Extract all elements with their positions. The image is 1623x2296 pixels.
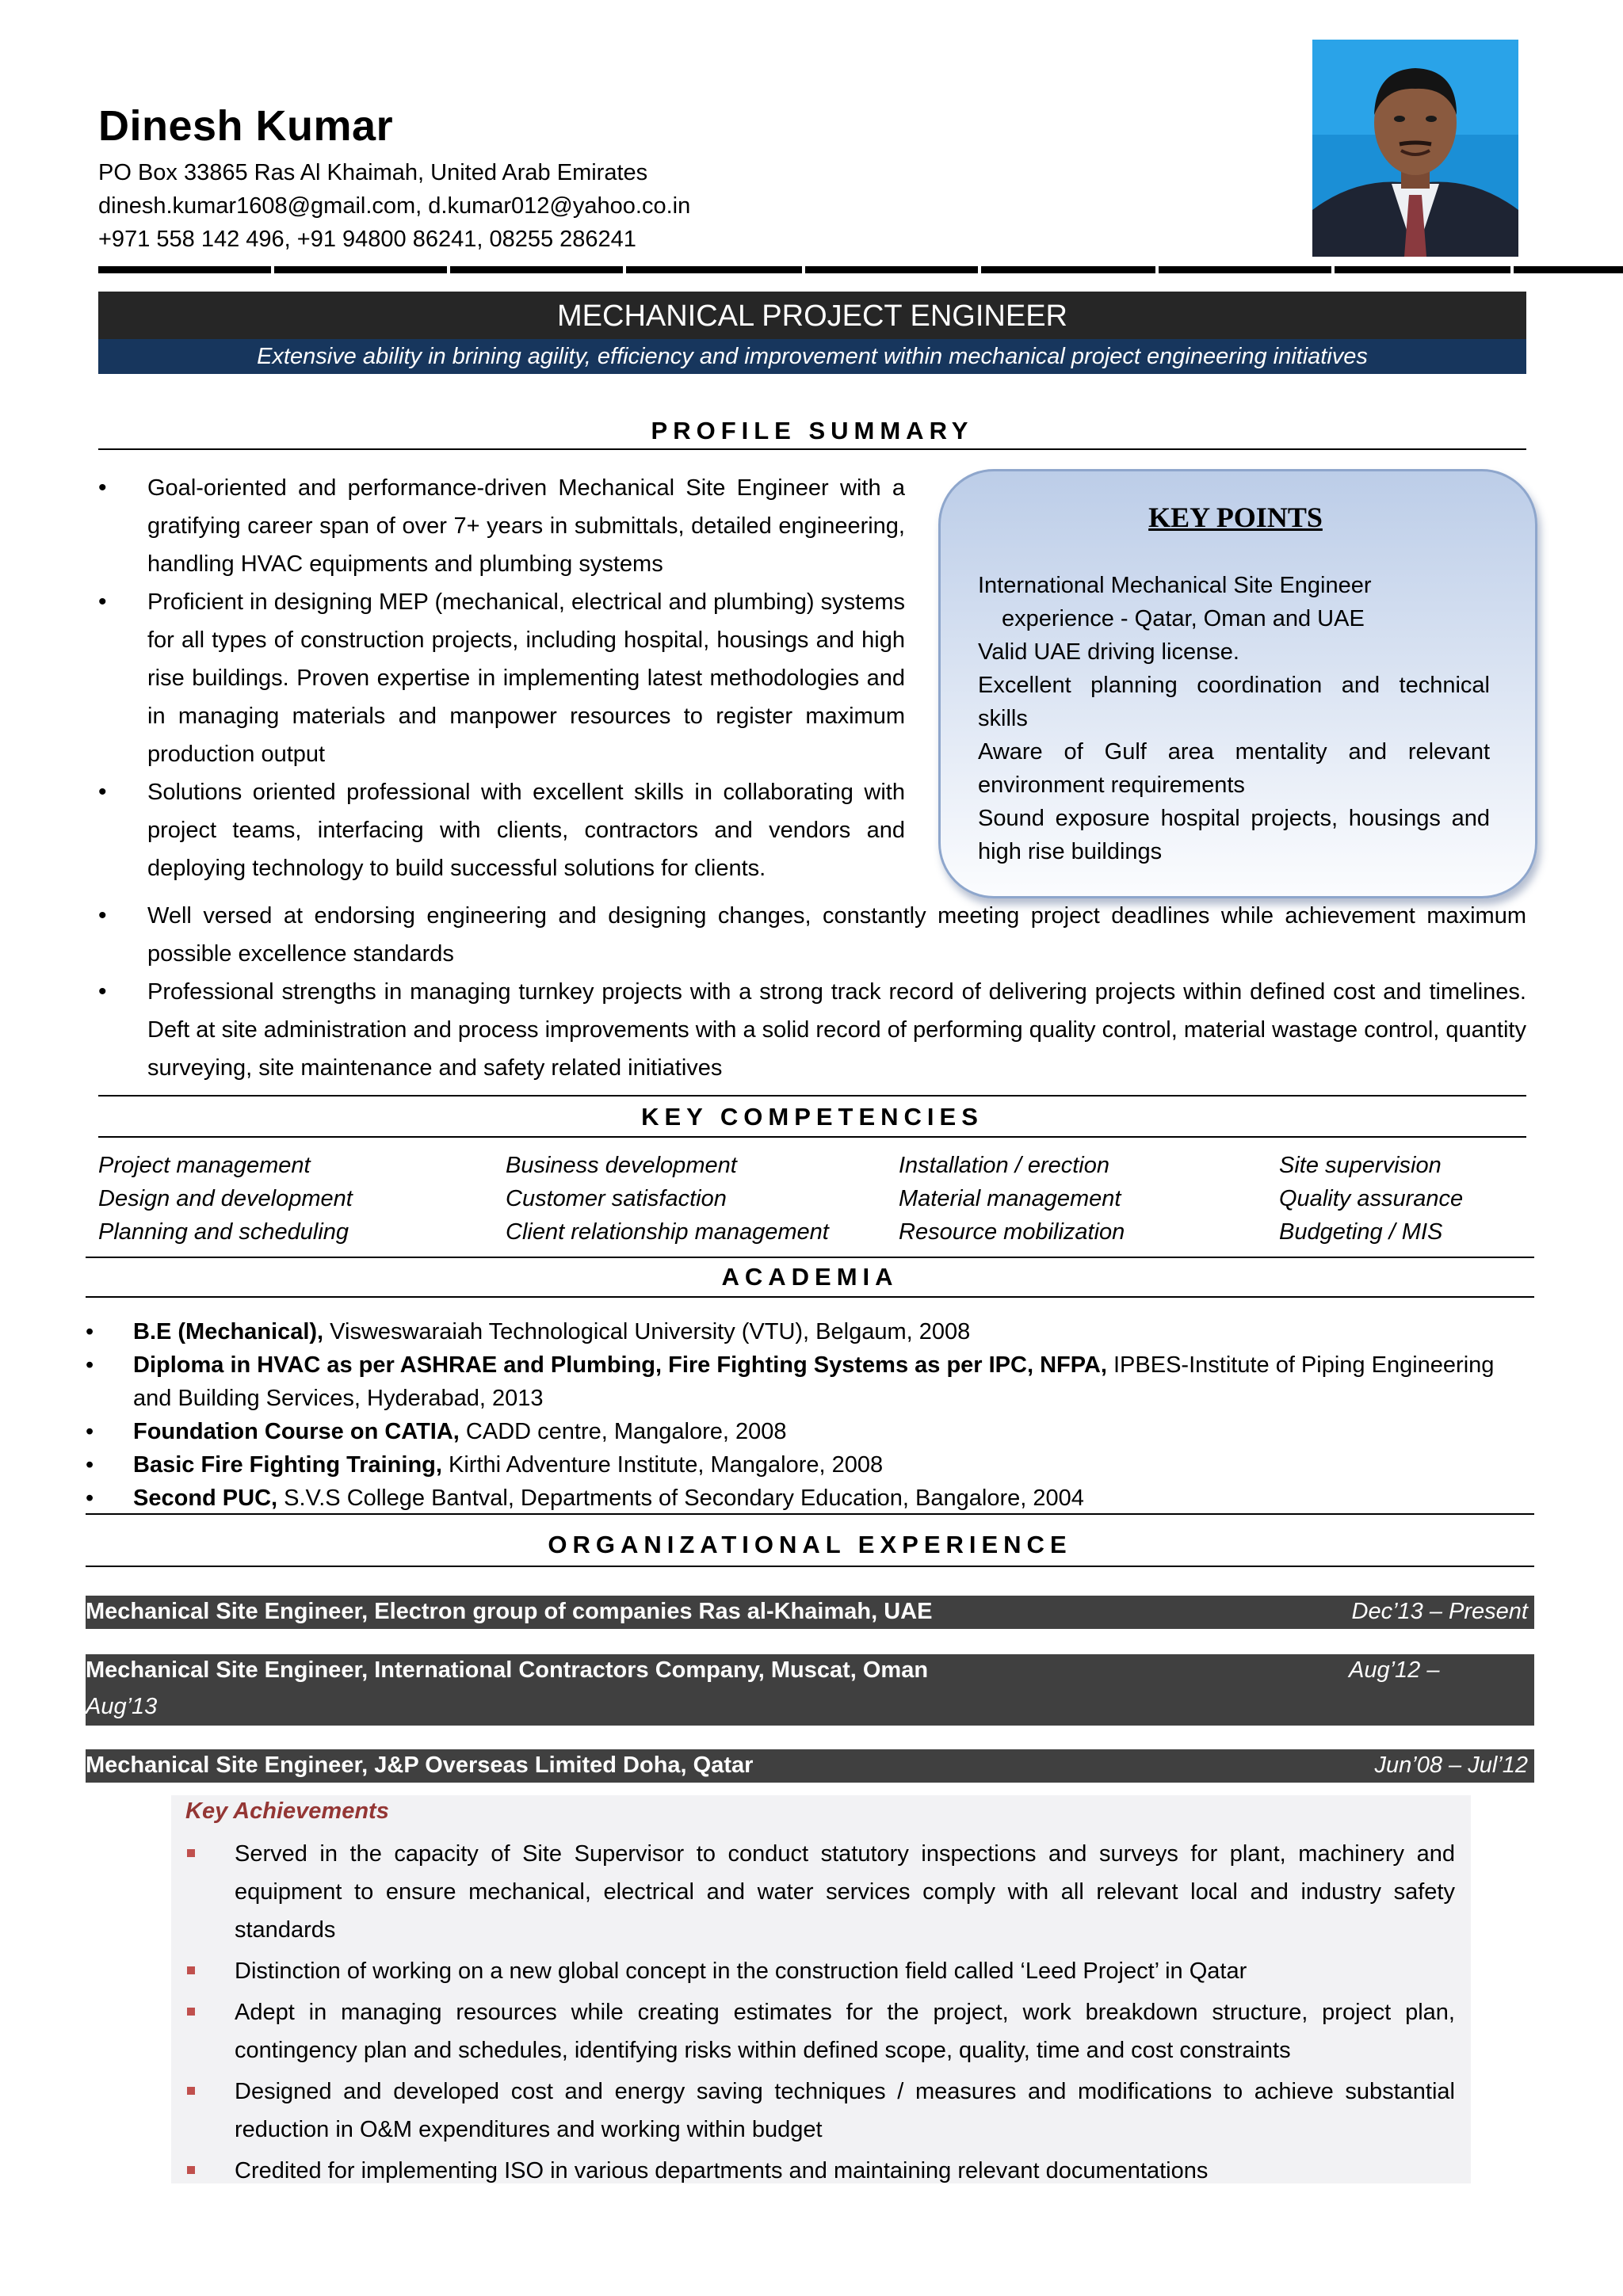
phone-line: +971 558 142 496, +91 94800 86241, 08255 286241 xyxy=(98,227,636,252)
competency-item: Client relationship management xyxy=(506,1219,829,1245)
square-bullet-icon xyxy=(187,1966,195,1974)
header-rule xyxy=(1335,266,1510,273)
key-point: experience - Qatar, Oman and UAE xyxy=(1002,606,1365,631)
bullet-icon: • xyxy=(98,978,107,1005)
header-rule xyxy=(805,266,978,273)
competency-column xyxy=(1279,1149,1463,1249)
academia-item: • Foundation Course on CATIA, CADD centre, Mangalore, 2008 xyxy=(86,1415,1534,1448)
job-title-banner: MECHANICAL PROJECT ENGINEER xyxy=(98,292,1526,339)
academia-list xyxy=(86,1315,1534,1515)
competency-column xyxy=(98,1149,353,1249)
square-bullet-icon xyxy=(187,2008,195,2016)
profile-bullets-left xyxy=(98,469,905,887)
header-rule xyxy=(98,266,271,273)
square-bullet-icon xyxy=(187,2166,195,2174)
tagline-banner: Extensive ability in brining agility, efficiency and improvement within mechanical project engineering initiatives xyxy=(98,339,1526,374)
competency-item: Planning and scheduling xyxy=(98,1219,349,1245)
job-title: Mechanical Site Engineer, Electron group of companies Ras al-Khaimah, UAE xyxy=(86,1599,933,1624)
competency-item: Installation / erection xyxy=(899,1153,1109,1178)
job-title: Mechanical Site Engineer, J&P Overseas Limited Doha, Qatar xyxy=(86,1753,754,1778)
bullet-icon: • xyxy=(86,1486,94,1511)
competency-item: Design and development xyxy=(98,1186,353,1211)
competency-item: Resource mobilization xyxy=(899,1219,1125,1245)
bullet-icon: • xyxy=(86,1319,94,1344)
competency-item: Quality assurance xyxy=(1279,1186,1464,1211)
achievement-item: Served in the capacity of Site Supervisor to conduct statutory inspections and surveys for plant, machinery and equipment to ensure mechanical, electrical and water services comply with all relevant local and industry safety standards xyxy=(185,1835,1455,1949)
square-bullet-icon xyxy=(187,2087,195,2095)
bullet-icon: • xyxy=(98,902,107,929)
bullet-icon: • xyxy=(86,1352,94,1378)
achievement-item: Distinction of working on a new global concept in the construction field called ‘Leed Project’ in Qatar xyxy=(185,1952,1455,1990)
section-divider xyxy=(86,1296,1534,1298)
competency-item: Business development xyxy=(506,1153,737,1178)
academia-item: • B.E (Mechanical), Visweswaraiah Technological University (VTU), Belgaum, 2008 xyxy=(86,1315,1534,1348)
academia-heading: ACADEMIA xyxy=(721,1263,899,1291)
job-bar xyxy=(86,1596,1534,1629)
bullet-icon: • xyxy=(98,779,107,805)
job-bar xyxy=(86,1749,1534,1783)
section-divider xyxy=(98,448,1526,450)
key-point: Valid UAE driving license. xyxy=(978,639,1239,665)
bullet-icon: • xyxy=(98,589,107,615)
job-dates-continued: Aug’13 xyxy=(86,1694,158,1719)
key-points-list xyxy=(978,569,1490,868)
key-point: Aware of Gulf area mentality and relevant environment requirements xyxy=(978,739,1490,798)
section-divider xyxy=(98,1136,1526,1138)
academia-item: • Second PUC, S.V.S College Bantval, Departments of Secondary Education, Bangalore, 2004 xyxy=(86,1482,1534,1515)
bullet-icon: • xyxy=(98,475,107,501)
section-divider xyxy=(98,1095,1526,1097)
profile-bullets-full xyxy=(98,897,1526,1087)
competency-item: Customer satisfaction xyxy=(506,1186,727,1211)
profile-bullet: • Goal-oriented and performance-driven Mechanical Site Engineer with a gratifying career span of over 7+ years in submittals, detailed engineering, handling HVAC equipments and plumbing systems xyxy=(98,469,905,583)
job-dates: Dec’13 – Present xyxy=(1351,1599,1528,1624)
header-rule xyxy=(450,266,623,273)
competencies-heading: KEY COMPETENCIES xyxy=(641,1103,983,1131)
job-dates: Aug’12 – xyxy=(1349,1657,1440,1683)
square-bullet-icon xyxy=(187,1849,195,1857)
achievement-item: Adept in managing resources while creating estimates for the project, work breakdown structure, project plan, contingency plan and schedules, identifying risks within defined scope, quality, time and cost constraints xyxy=(185,1993,1455,2069)
header-rule xyxy=(981,266,1155,273)
key-points-title: KEY POINTS xyxy=(1148,502,1323,533)
academia-item: • Diploma in HVAC as per ASHRAE and Plumbing, Fire Fighting Systems as per IPC, NFPA, IPBES-Institute of Piping Engineering and Building Services, Hyderabad, 2013 xyxy=(86,1348,1534,1415)
achievements-list xyxy=(185,1835,1455,2193)
candidate-name: Dinesh Kumar xyxy=(98,102,394,150)
header-rule xyxy=(1514,266,1623,273)
header-rule xyxy=(626,266,802,273)
academia-item: • Basic Fire Fighting Training, Kirthi Adventure Institute, Mangalore, 2008 xyxy=(86,1448,1534,1482)
section-divider xyxy=(86,1257,1534,1258)
job-bar xyxy=(86,1654,1534,1726)
bullet-icon: • xyxy=(86,1419,94,1444)
bullet-icon: • xyxy=(86,1452,94,1478)
header-rule xyxy=(1159,266,1331,273)
achievement-item: Credited for implementing ISO in various departments and maintaining relevant documentations xyxy=(185,2152,1455,2190)
address-line: PO Box 33865 Ras Al Khaimah, United Arab Emirates xyxy=(98,160,648,185)
header-rule xyxy=(274,266,447,273)
competency-item: Project management xyxy=(98,1153,311,1178)
key-point: Sound exposure hospital projects, housings and high rise buildings xyxy=(978,806,1490,864)
job-title: Mechanical Site Engineer, International Contractors Company, Muscat, Oman xyxy=(86,1657,929,1683)
email-line: dinesh.kumar1608@gmail.com, d.kumar012@yahoo.co.in xyxy=(98,193,691,219)
job-dates: Jun’08 – Jul’12 xyxy=(1374,1753,1528,1778)
profile-bullet: • Solutions oriented professional with excellent skills in collaborating with project teams, interfacing with clients, contractors and vendors and deploying technology to build successful solutions for clients. xyxy=(98,773,905,887)
achievements-heading: Key Achievements xyxy=(185,1798,389,1824)
achievement-item: Designed and developed cost and energy saving techniques / measures and modifications to achieve substantial reduction in O&M expenditures and working within budget xyxy=(185,2073,1455,2149)
competency-item: Material management xyxy=(899,1186,1121,1211)
profile-bullet: • Proficient in designing MEP (mechanical, electrical and plumbing) systems for all types of construction projects, including hospital, housings and high rise buildings. Proven expertise in implementing latest methodologies and in managing materials and manpower resources to register maximum production output xyxy=(98,583,905,773)
experience-heading: ORGANIZATIONAL EXPERIENCE xyxy=(548,1531,1072,1558)
competency-column xyxy=(506,1149,829,1249)
profile-bullet: • Professional strengths in managing turnkey projects with a strong track record of delivering projects within defined cost and timelines. Deft at site administration and process improvements with a solid record of performing quality control, material wastage control, quantity surveying, site maintenance and safety related initiatives xyxy=(98,973,1526,1087)
profile-summary-heading: PROFILE SUMMARY xyxy=(651,417,974,444)
profile-bullet: • Well versed at endorsing engineering and designing changes, constantly meeting project deadlines while achievement maximum possible excellence standards xyxy=(98,897,1526,973)
key-point: International Mechanical Site Engineer xyxy=(978,573,1372,598)
section-divider xyxy=(86,1566,1534,1567)
competency-column xyxy=(899,1149,1125,1249)
key-point: Excellent planning coordination and technical skills xyxy=(978,673,1490,731)
competency-item: Budgeting / MIS xyxy=(1279,1219,1443,1245)
section-divider xyxy=(86,1513,1534,1515)
profile-photo xyxy=(1312,40,1518,257)
competency-item: Site supervision xyxy=(1279,1153,1442,1178)
